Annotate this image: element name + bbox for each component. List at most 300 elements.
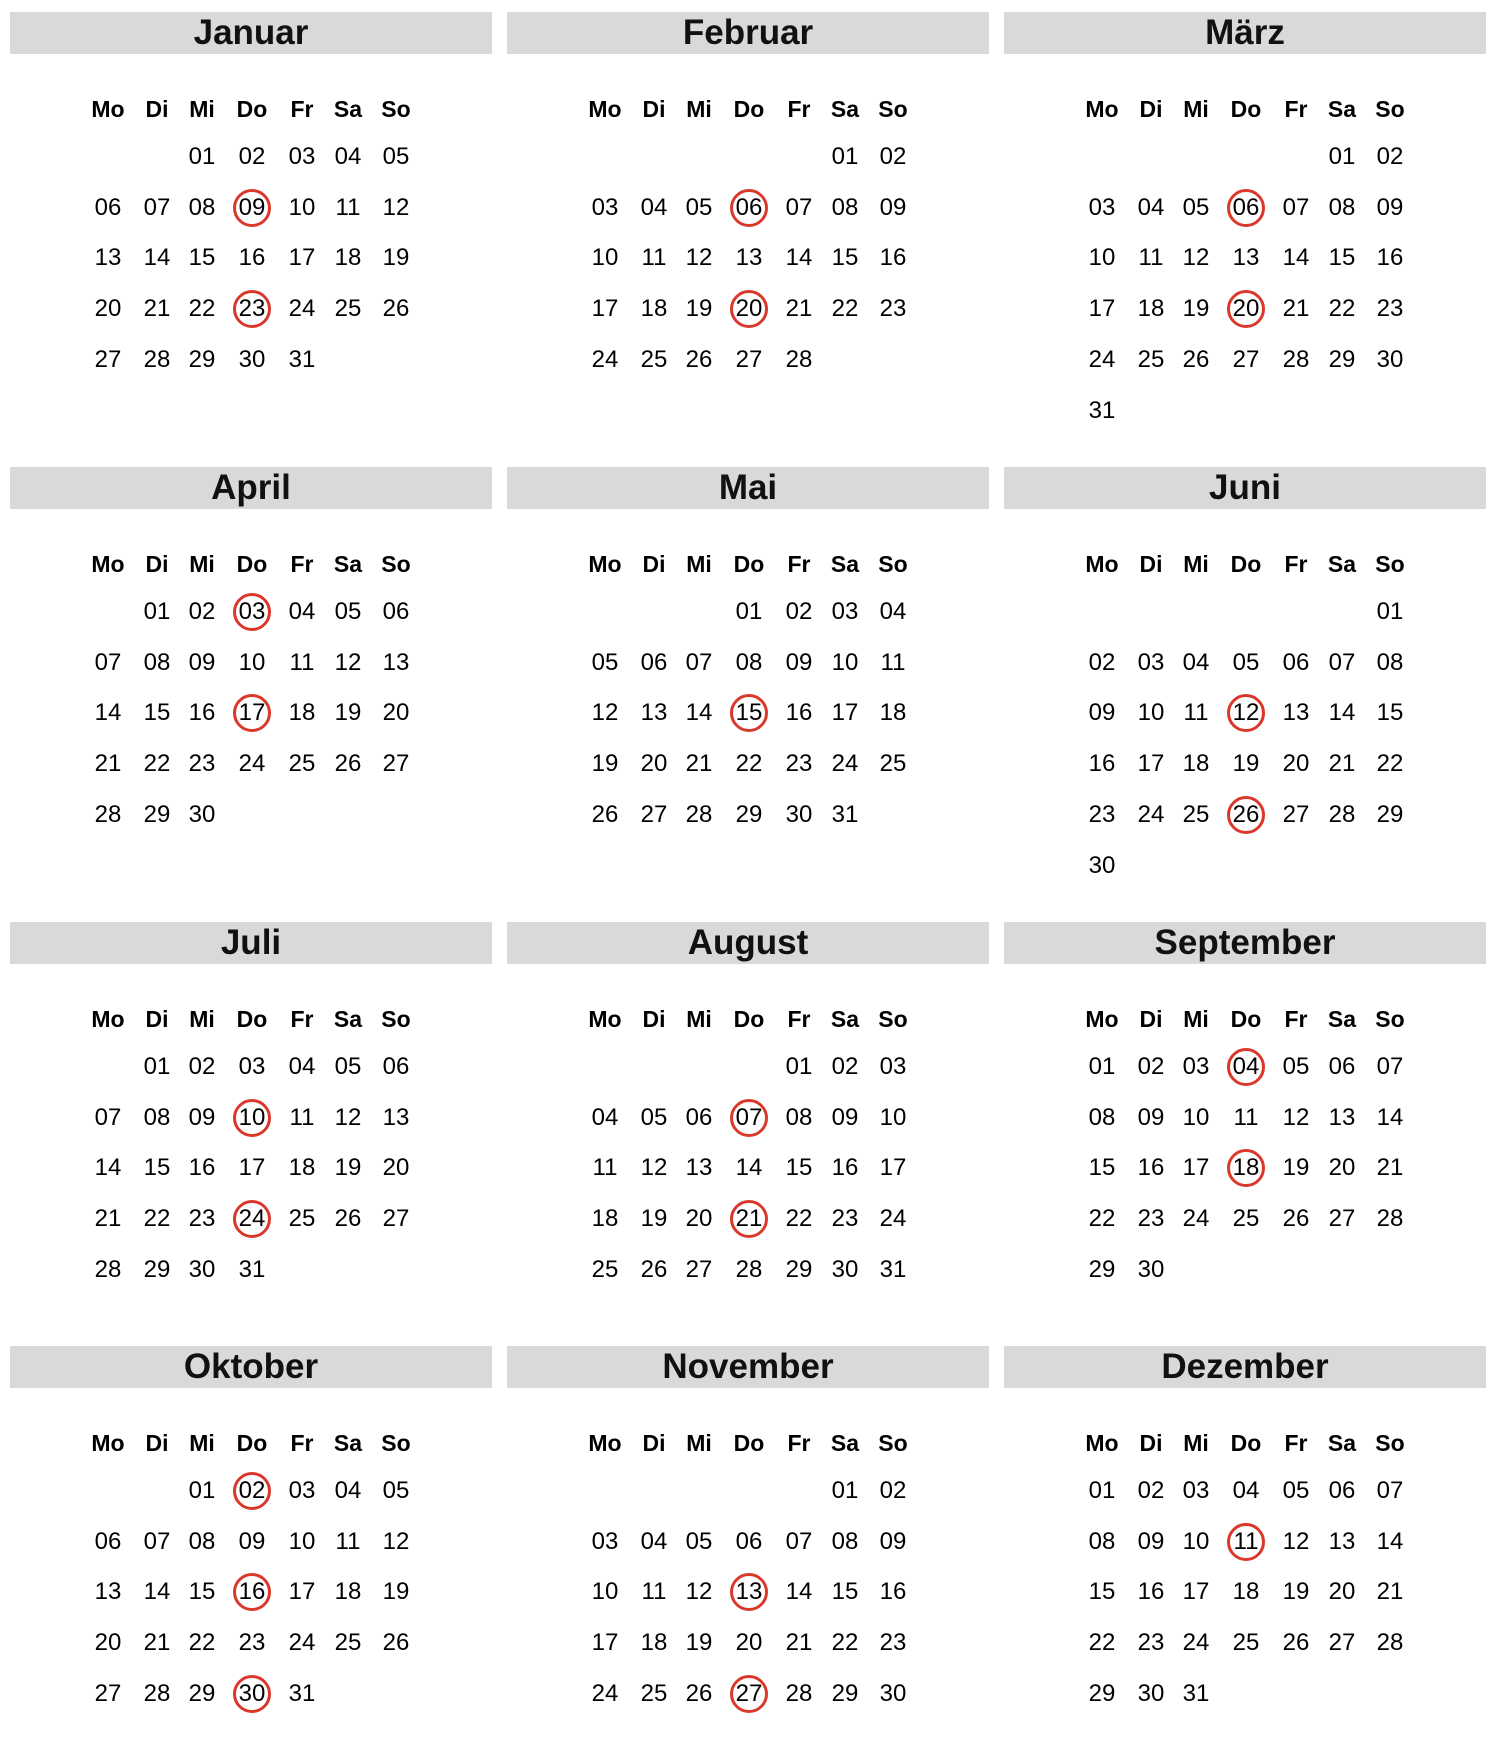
day-cell: 14 <box>735 1154 763 1182</box>
day-cell: 17 <box>238 1154 266 1182</box>
day-cell: 29 <box>735 800 763 828</box>
month-title: Juli <box>10 922 492 964</box>
day-cell: 18 <box>334 1578 362 1606</box>
day-cell: 18 <box>591 1205 619 1233</box>
day-cell: 23 <box>188 1205 216 1233</box>
day-cell: 21 <box>143 295 171 323</box>
day-cell: 19 <box>382 244 410 272</box>
day-cell-marked: 04 <box>1224 1052 1268 1082</box>
day-cell: 11 <box>335 193 361 221</box>
day-cell: 08 <box>831 1527 859 1555</box>
weekday-label: Sa <box>333 551 363 577</box>
day-cell: 07 <box>785 193 813 221</box>
day-cell: 20 <box>1328 1578 1356 1606</box>
weekday-label: Fr <box>787 1006 811 1032</box>
day-cell: 22 <box>188 1629 216 1657</box>
weekday-label: Mi <box>1183 96 1209 122</box>
day-cell: 27 <box>1328 1629 1356 1657</box>
day-cell: 03 <box>591 193 619 221</box>
day-cell: 16 <box>1137 1154 1165 1182</box>
weekday-label: Di <box>145 1006 169 1032</box>
day-cell: 05 <box>1182 193 1210 221</box>
day-cell: 01 <box>831 1477 859 1504</box>
weekday-label: Sa <box>830 1430 860 1456</box>
weekday-label: Di <box>1139 551 1163 577</box>
day-cell: 05 <box>1232 648 1260 676</box>
day-cell: 13 <box>1232 244 1260 272</box>
day-cell-marked: 30 <box>230 1679 274 1709</box>
day-cell: 12 <box>382 1527 410 1555</box>
day-cell: 21 <box>685 750 713 778</box>
day-cell: 22 <box>1328 295 1356 323</box>
day-cell: 12 <box>382 193 410 221</box>
day-cell: 04 <box>1232 1477 1260 1504</box>
day-cell: 24 <box>1088 345 1116 373</box>
day-cell: 19 <box>1182 295 1210 323</box>
day-cell: 11 <box>1138 244 1164 272</box>
weekday-label: Fr <box>290 1006 314 1032</box>
day-cell: 28 <box>94 800 122 828</box>
day-cell: 01 <box>785 1053 813 1080</box>
day-cell: 24 <box>238 750 266 778</box>
day-cell: 22 <box>1088 1629 1116 1657</box>
day-cell: 24 <box>591 1679 619 1707</box>
day-cell: 31 <box>1182 1679 1210 1707</box>
day-cell: 15 <box>188 244 216 272</box>
day-cell: 08 <box>735 648 763 676</box>
day-cell: 16 <box>1137 1578 1165 1606</box>
day-cell: 07 <box>1376 1477 1404 1504</box>
day-cell: 02 <box>785 598 813 625</box>
day-cell: 07 <box>785 1527 813 1555</box>
weekday-label: So <box>1375 96 1405 122</box>
month-title: Oktober <box>10 1346 492 1388</box>
weekday-label: Fr <box>290 551 314 577</box>
day-cell: 07 <box>1328 648 1356 676</box>
weekday-label: Mi <box>189 96 215 122</box>
day-cell-marked: 20 <box>1224 294 1268 324</box>
day-cell-marked: 07 <box>727 1103 771 1133</box>
day-cell: 25 <box>334 1629 362 1657</box>
day-cell: 03 <box>288 143 316 170</box>
day-cell: 14 <box>94 699 122 727</box>
day-cell: 01 <box>188 143 216 170</box>
day-cell: 30 <box>1137 1255 1165 1283</box>
weekday-label: Fr <box>290 96 314 122</box>
day-cell: 22 <box>143 750 171 778</box>
day-cell: 26 <box>1182 345 1210 373</box>
month-title: Dezember <box>1004 1346 1486 1388</box>
day-cell: 18 <box>288 1154 316 1182</box>
day-cell: 16 <box>1088 750 1116 778</box>
weekday-label: Sa <box>830 1006 860 1032</box>
day-cell: 16 <box>1376 244 1404 272</box>
day-cell: 20 <box>382 699 410 727</box>
weekday-label: Do <box>236 1430 268 1456</box>
month-8 <box>1004 922 1486 1283</box>
day-cell: 20 <box>94 1629 122 1657</box>
weekday-label: Do <box>1230 1006 1262 1032</box>
day-cell: 06 <box>382 598 410 625</box>
day-cell: 28 <box>1376 1205 1404 1233</box>
day-cell-marked: 20 <box>727 294 771 324</box>
day-cell: 26 <box>382 1629 410 1657</box>
day-cell: 01 <box>1088 1477 1116 1504</box>
weekday-label: Di <box>145 96 169 122</box>
day-cell: 28 <box>1328 800 1356 828</box>
day-cell: 12 <box>334 648 362 676</box>
weekday-label: So <box>878 1006 908 1032</box>
day-cell: 21 <box>143 1629 171 1657</box>
weekday-label: So <box>381 1430 411 1456</box>
weekday-label: Sa <box>1327 551 1357 577</box>
day-cell: 15 <box>785 1154 813 1182</box>
day-cell: 21 <box>94 750 122 778</box>
day-cell: 23 <box>1137 1205 1165 1233</box>
day-cell: 25 <box>288 750 316 778</box>
day-cell: 21 <box>1376 1154 1404 1182</box>
day-cell: 16 <box>879 1578 907 1606</box>
day-cell: 19 <box>1282 1154 1310 1182</box>
day-cell: 27 <box>1328 1205 1356 1233</box>
day-cell: 21 <box>785 1629 813 1657</box>
day-cell: 19 <box>591 750 619 778</box>
day-cell: 16 <box>188 1154 216 1182</box>
day-cell: 30 <box>785 800 813 828</box>
day-cell: 25 <box>591 1255 619 1283</box>
weekday-label: Mo <box>91 96 125 122</box>
month-title: November <box>507 1346 989 1388</box>
month-1 <box>507 12 989 373</box>
weekday-label: So <box>381 551 411 577</box>
weekday-label: Di <box>145 551 169 577</box>
day-cell: 25 <box>288 1205 316 1233</box>
day-cell: 10 <box>591 244 619 272</box>
day-cell: 14 <box>94 1154 122 1182</box>
month-title: Mai <box>507 467 989 509</box>
day-cell: 03 <box>1137 648 1165 676</box>
day-cell: 19 <box>640 1205 668 1233</box>
day-cell: 20 <box>640 750 668 778</box>
day-cell: 04 <box>879 598 907 625</box>
day-cell: 12 <box>685 1578 713 1606</box>
day-cell: 13 <box>735 244 763 272</box>
day-cell: 20 <box>735 1629 763 1657</box>
day-cell: 25 <box>1137 345 1165 373</box>
day-cell: 26 <box>334 1205 362 1233</box>
day-cell: 27 <box>640 800 668 828</box>
day-cell: 19 <box>334 699 362 727</box>
weekday-label: Mo <box>91 551 125 577</box>
month-2 <box>1004 12 1486 424</box>
day-cell: 23 <box>879 1629 907 1657</box>
day-cell: 15 <box>143 1154 171 1182</box>
weekday-label: Fr <box>1284 96 1308 122</box>
weekday-label: Mi <box>189 551 215 577</box>
day-cell: 18 <box>640 295 668 323</box>
day-cell: 13 <box>640 699 668 727</box>
day-cell: 06 <box>1282 648 1310 676</box>
day-cell: 05 <box>685 193 713 221</box>
day-cell: 30 <box>238 345 266 373</box>
day-cell: 10 <box>879 1103 907 1131</box>
weekday-label: Di <box>642 551 666 577</box>
day-cell: 01 <box>188 1477 216 1504</box>
day-cell: 09 <box>785 648 813 676</box>
day-cell: 02 <box>238 143 266 170</box>
day-cell: 03 <box>831 598 859 625</box>
day-cell-marked: 03 <box>230 597 274 627</box>
day-cell: 10 <box>1088 244 1116 272</box>
day-cell: 07 <box>1376 1053 1404 1080</box>
month-title: April <box>10 467 492 509</box>
weekday-label: Di <box>642 96 666 122</box>
day-cell: 14 <box>1282 244 1310 272</box>
weekday-label: Mo <box>91 1430 125 1456</box>
day-cell: 26 <box>334 750 362 778</box>
day-cell: 14 <box>685 699 713 727</box>
weekday-label: Sa <box>830 96 860 122</box>
day-cell: 15 <box>1328 244 1356 272</box>
day-cell-marked: 18 <box>1224 1153 1268 1183</box>
day-cell: 07 <box>143 1527 171 1555</box>
day-cell: 29 <box>831 1679 859 1707</box>
day-cell: 05 <box>640 1103 668 1131</box>
day-cell: 26 <box>685 1679 713 1707</box>
day-cell: 18 <box>334 244 362 272</box>
day-cell: 10 <box>288 1527 316 1555</box>
month-11 <box>1004 1346 1486 1707</box>
weekday-label: Sa <box>333 1430 363 1456</box>
day-cell: 27 <box>735 345 763 373</box>
day-cell: 11 <box>641 1578 667 1606</box>
day-cell-marked: 12 <box>1224 698 1268 728</box>
day-cell: 22 <box>831 1629 859 1657</box>
day-cell: 28 <box>785 345 813 373</box>
day-cell: 05 <box>382 1477 410 1504</box>
day-cell: 07 <box>94 1103 122 1131</box>
day-cell-marked: 09 <box>230 193 274 223</box>
weekday-label: Mi <box>686 1430 712 1456</box>
day-cell-marked: 26 <box>1224 800 1268 830</box>
day-cell: 29 <box>188 1679 216 1707</box>
day-cell-marked: 27 <box>727 1679 771 1709</box>
day-cell: 11 <box>1233 1103 1259 1131</box>
day-cell: 02 <box>188 1053 216 1080</box>
weekday-label: Sa <box>333 96 363 122</box>
day-cell: 27 <box>685 1255 713 1283</box>
day-cell: 06 <box>94 193 122 221</box>
weekday-label: So <box>1375 551 1405 577</box>
day-cell: 21 <box>1282 295 1310 323</box>
day-cell: 09 <box>879 1527 907 1555</box>
day-cell: 02 <box>879 143 907 170</box>
day-cell: 17 <box>1137 750 1165 778</box>
day-cell: 05 <box>334 1053 362 1080</box>
day-cell: 01 <box>143 598 171 625</box>
day-cell: 14 <box>1376 1103 1404 1131</box>
day-cell: 02 <box>1088 648 1116 676</box>
day-cell: 12 <box>591 699 619 727</box>
day-cell: 09 <box>1137 1527 1165 1555</box>
weekday-label: Fr <box>1284 1430 1308 1456</box>
weekday-label: Mo <box>1085 1430 1119 1456</box>
weekday-label: Fr <box>1284 551 1308 577</box>
weekday-label: Di <box>1139 1006 1163 1032</box>
day-cell: 29 <box>143 1255 171 1283</box>
day-cell: 13 <box>382 648 410 676</box>
day-cell: 27 <box>1232 345 1260 373</box>
day-cell: 30 <box>1376 345 1404 373</box>
day-cell: 17 <box>1182 1154 1210 1182</box>
day-cell: 26 <box>1282 1205 1310 1233</box>
weekday-label: Mi <box>686 551 712 577</box>
day-cell: 06 <box>1328 1053 1356 1080</box>
day-cell: 13 <box>1328 1103 1356 1131</box>
day-cell: 19 <box>685 295 713 323</box>
day-cell-marked: 06 <box>727 193 771 223</box>
month-4 <box>507 467 989 828</box>
weekday-label: Mi <box>189 1006 215 1032</box>
day-cell: 29 <box>143 800 171 828</box>
day-cell: 12 <box>685 244 713 272</box>
day-cell: 23 <box>785 750 813 778</box>
day-cell: 12 <box>334 1103 362 1131</box>
day-cell: 20 <box>1328 1154 1356 1182</box>
day-cell: 21 <box>1376 1578 1404 1606</box>
day-cell: 25 <box>879 750 907 778</box>
weekday-label: So <box>878 551 908 577</box>
weekday-label: Di <box>642 1006 666 1032</box>
day-cell-marked: 10 <box>230 1103 274 1133</box>
day-cell: 12 <box>1282 1103 1310 1131</box>
day-cell: 30 <box>1137 1679 1165 1707</box>
day-cell: 07 <box>685 648 713 676</box>
day-cell: 19 <box>334 1154 362 1182</box>
day-cell: 10 <box>1182 1527 1210 1555</box>
weekday-label: Mi <box>189 1430 215 1456</box>
day-cell: 03 <box>1088 193 1116 221</box>
day-cell: 04 <box>640 1527 668 1555</box>
day-cell: 15 <box>1088 1154 1116 1182</box>
weekday-label: Do <box>733 1006 765 1032</box>
day-cell: 09 <box>879 193 907 221</box>
day-cell: 18 <box>1182 750 1210 778</box>
day-cell: 31 <box>288 345 316 373</box>
day-cell: 29 <box>1088 1679 1116 1707</box>
day-cell: 16 <box>188 699 216 727</box>
day-cell: 28 <box>143 345 171 373</box>
day-cell: 02 <box>879 1477 907 1504</box>
weekday-label: So <box>1375 1006 1405 1032</box>
day-cell: 10 <box>238 648 266 676</box>
day-cell-marked: 21 <box>727 1204 771 1234</box>
weekday-label: Fr <box>787 1430 811 1456</box>
day-cell: 28 <box>785 1679 813 1707</box>
day-cell: 01 <box>735 598 763 625</box>
day-cell: 19 <box>685 1629 713 1657</box>
day-cell: 25 <box>640 345 668 373</box>
day-cell: 14 <box>785 244 813 272</box>
day-cell: 11 <box>335 1527 361 1555</box>
day-cell: 11 <box>880 648 906 676</box>
day-cell: 04 <box>334 143 362 170</box>
day-cell: 26 <box>1282 1629 1310 1657</box>
day-cell: 23 <box>188 750 216 778</box>
day-cell: 13 <box>1328 1527 1356 1555</box>
day-cell: 17 <box>879 1154 907 1182</box>
month-6 <box>10 922 492 1283</box>
day-cell: 25 <box>334 295 362 323</box>
month-title: März <box>1004 12 1486 54</box>
day-cell: 05 <box>382 143 410 170</box>
day-cell: 08 <box>1088 1103 1116 1131</box>
day-cell: 13 <box>382 1103 410 1131</box>
day-cell: 06 <box>685 1103 713 1131</box>
weekday-label: Sa <box>1327 1430 1357 1456</box>
day-cell: 21 <box>94 1205 122 1233</box>
day-cell: 19 <box>1282 1578 1310 1606</box>
day-cell: 28 <box>94 1255 122 1283</box>
day-cell: 19 <box>1232 750 1260 778</box>
weekday-label: Sa <box>1327 96 1357 122</box>
day-cell: 24 <box>1182 1205 1210 1233</box>
day-cell: 24 <box>831 750 859 778</box>
weekday-label: Do <box>733 96 765 122</box>
day-cell: 03 <box>1182 1053 1210 1080</box>
day-cell: 04 <box>334 1477 362 1504</box>
weekday-label: Mi <box>1183 551 1209 577</box>
day-cell: 17 <box>1182 1578 1210 1606</box>
day-cell: 03 <box>238 1053 266 1080</box>
day-cell: 12 <box>1182 244 1210 272</box>
day-cell: 05 <box>1282 1477 1310 1504</box>
day-cell: 28 <box>1282 345 1310 373</box>
weekday-label: Do <box>1230 551 1262 577</box>
weekday-label: Mo <box>588 551 622 577</box>
day-cell: 01 <box>1376 598 1404 625</box>
day-cell: 23 <box>1376 295 1404 323</box>
day-cell: 17 <box>591 1629 619 1657</box>
day-cell: 27 <box>94 345 122 373</box>
day-cell-marked: 17 <box>230 698 274 728</box>
month-9 <box>10 1346 492 1707</box>
weekday-label: Do <box>236 96 268 122</box>
day-cell: 03 <box>879 1053 907 1080</box>
day-cell: 17 <box>1088 295 1116 323</box>
day-cell: 04 <box>640 193 668 221</box>
weekday-label: Sa <box>1327 1006 1357 1032</box>
day-cell: 21 <box>785 295 813 323</box>
day-cell: 23 <box>831 1205 859 1233</box>
day-cell: 21 <box>1328 750 1356 778</box>
day-cell: 13 <box>685 1154 713 1182</box>
day-cell: 09 <box>1088 699 1116 727</box>
day-cell: 09 <box>1376 193 1404 221</box>
day-cell: 24 <box>288 295 316 323</box>
day-cell: 31 <box>288 1679 316 1707</box>
day-cell: 07 <box>94 648 122 676</box>
day-cell: 23 <box>238 1629 266 1657</box>
day-cell: 22 <box>785 1205 813 1233</box>
weekday-label: Mi <box>686 1006 712 1032</box>
day-cell: 14 <box>143 1578 171 1606</box>
day-cell: 15 <box>143 699 171 727</box>
day-cell-marked: 23 <box>230 294 274 324</box>
day-cell: 26 <box>591 800 619 828</box>
day-cell: 09 <box>1137 1103 1165 1131</box>
weekday-label: Mo <box>588 1006 622 1032</box>
